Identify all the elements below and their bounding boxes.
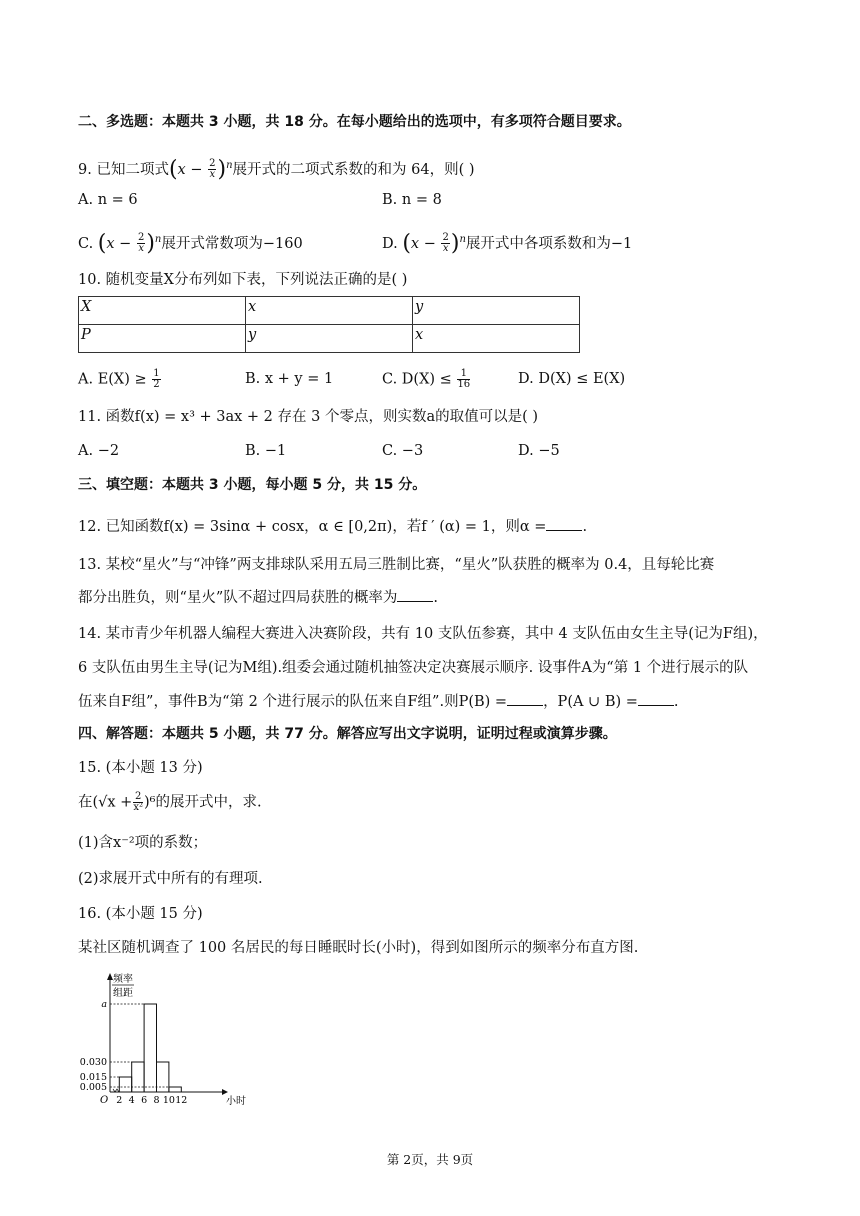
q10-option-d[interactable]: D. D(X) ≤ E(X) bbox=[518, 371, 626, 387]
q10-option-b[interactable]: B. x + y = 1 bbox=[245, 371, 334, 387]
x-tick-label: 12 bbox=[175, 1095, 188, 1106]
x-tick-label: 6 bbox=[141, 1095, 148, 1106]
table-cell: x bbox=[246, 297, 413, 325]
section-4-heading: 四、解答题：本题共 5 小题，共 77 分。解答应写出文字说明，证明过程或演算步骤。 bbox=[78, 726, 617, 742]
q14-answer-blank-2[interactable] bbox=[638, 691, 674, 706]
table-row bbox=[79, 297, 580, 325]
q14-line-1: 14. 某市青少年机器人编程大赛进入决赛阶段，共有 10 支队伍参赛，其中 4 支队伍由女生主导(记为F组)， bbox=[78, 626, 768, 642]
histogram-bar bbox=[157, 1062, 169, 1092]
table-row bbox=[79, 325, 580, 353]
y-tick-label: 0.005 bbox=[79, 1082, 107, 1093]
q14-line-3a: 伍来自F组”，事件B为“第 2 个进行展示的队伍来自F组”.则P(B) = bbox=[78, 694, 508, 710]
q15-frac-num: 2 bbox=[134, 791, 142, 802]
y-tick-label: a bbox=[101, 999, 107, 1010]
histogram-bar bbox=[132, 1062, 144, 1092]
q9-option-c-text: 展开式常数项为−160 bbox=[161, 235, 303, 252]
q14-line-3 bbox=[78, 691, 679, 712]
q10-option-a-num: 1 bbox=[153, 368, 160, 379]
q10-option-c[interactable] bbox=[382, 369, 471, 390]
histogram-bar bbox=[169, 1087, 181, 1092]
q11-stem: 11. 函数f(x) = x³ + 3ax + 2 存在 3 个零点，则实数a的取值可以是( ) bbox=[78, 409, 539, 425]
q12-answer-blank[interactable] bbox=[546, 516, 582, 531]
table-cell: y bbox=[413, 297, 580, 325]
q15-header: 15. (本小题 13 分) bbox=[78, 760, 203, 776]
x-tick-label: 2 bbox=[116, 1095, 123, 1106]
histogram-bar bbox=[144, 1004, 156, 1092]
q9-option-b[interactable]: B. n = 8 bbox=[382, 192, 442, 208]
q14-answer-blank-1[interactable] bbox=[507, 691, 543, 706]
q12-end: . bbox=[582, 519, 588, 535]
x-axis-label: 小时 bbox=[226, 1096, 246, 1107]
q11-option-b[interactable]: B. −1 bbox=[245, 443, 287, 459]
q15-part-2: (2)求展开式中所有的有理项. bbox=[78, 871, 263, 887]
y-axis-label-bottom: 组距 bbox=[113, 988, 133, 999]
x-tick-label: 10 bbox=[162, 1095, 175, 1106]
q9-option-c[interactable]: C. (x − $\frac{2}{x}$ )$^n$展开式常数项为−160 bbox=[78, 230, 303, 256]
y-tick-label: 0.015 bbox=[79, 1072, 107, 1083]
q15-frac-den: x² bbox=[133, 802, 143, 813]
histogram-bar bbox=[119, 1077, 131, 1092]
q15-stem-suffix: )⁶的展开式中，求. bbox=[144, 794, 262, 811]
y-axis-label-top: 频率 bbox=[113, 974, 133, 985]
q14-line-2: 6 支队伍由男生主导(记为M组).组委会通过随机抽签决定决赛展示顺序. 设事件A为“第 1 个进行展示的队 bbox=[78, 660, 749, 676]
q13-line-2 bbox=[78, 587, 438, 608]
table-cell: y bbox=[246, 325, 413, 353]
table-cell: P bbox=[79, 325, 246, 353]
q15-stem bbox=[78, 792, 262, 813]
q9-option-c-label: C. bbox=[78, 235, 94, 252]
q13-line-1: 13. 某校“星火”与“冲锋”两支排球队采用五局三胜制比赛，“星火”队获胜的概率为 0.4，且每轮比赛 bbox=[78, 557, 715, 573]
q10-distribution-table bbox=[78, 296, 580, 353]
table-cell: x bbox=[413, 325, 580, 353]
q9-frac: $\frac{2}{x}$ bbox=[209, 158, 216, 181]
q9-prefix: 9. 已知二项式 bbox=[78, 161, 169, 178]
q13-answer-blank[interactable] bbox=[397, 587, 433, 602]
q9-option-d-text: 展开式中各项系数和为−1 bbox=[465, 235, 633, 252]
frequency-histogram bbox=[70, 968, 260, 1116]
section-3-heading: 三、填空题：本题共 3 小题，每小题 5 分，共 15 分。 bbox=[78, 477, 427, 493]
q16-stem: 某社区随机调查了 100 名居民的每日睡眠时长(小时)，得到如图所示的频率分布直方图. bbox=[78, 940, 639, 956]
q11-option-d[interactable]: D. −5 bbox=[518, 443, 560, 459]
q13-end: . bbox=[433, 590, 438, 606]
q13-line-2-text: 都分出胜负，则“星火”队不超过四局获胜的概率为 bbox=[78, 590, 398, 606]
q14-end: . bbox=[673, 694, 679, 710]
q10-stem: 10. 随机变量X分布列如下表，下列说法正确的是( ) bbox=[78, 272, 408, 288]
q10-option-c-den: 16 bbox=[457, 379, 471, 390]
q11-option-a[interactable]: A. −2 bbox=[78, 443, 120, 459]
q9-option-d-label: D. bbox=[382, 235, 398, 252]
q9-option-d[interactable]: D. (x − $\frac{2}{x}$ )$^n$展开式中各项系数和为−1 bbox=[382, 230, 633, 256]
page-footer: 第 2页，共 9页 bbox=[386, 1152, 474, 1167]
q14-line-3b: ，P(A ∪ B) = bbox=[543, 694, 638, 710]
q9-option-a[interactable]: A. n = 6 bbox=[78, 192, 138, 208]
y-tick-label: 0.030 bbox=[79, 1057, 107, 1068]
q9-stem: 9. 已知二项式(x − $\frac{2}{x}$ )$^n$展开式的二项式系数的和为 64，则( ) bbox=[78, 156, 475, 182]
x-tick-label: 8 bbox=[153, 1095, 160, 1106]
q10-option-a[interactable] bbox=[78, 369, 162, 390]
origin-label: O bbox=[100, 1095, 109, 1106]
q11-option-c[interactable]: C. −3 bbox=[382, 443, 424, 459]
q12-text: 12. 已知函数f(x) = 3sinα + cosx，α ∈ [0,2π)，若f ′ (α) = 1，则α = bbox=[78, 519, 547, 535]
table-cell: X bbox=[79, 297, 246, 325]
q12-stem bbox=[78, 516, 587, 537]
q15-part-1: (1)含x⁻²项的系数； bbox=[78, 835, 208, 851]
q16-header: 16. (本小题 15 分) bbox=[78, 906, 203, 922]
q9-suffix: 展开式的二项式系数的和为 64，则( ) bbox=[232, 161, 475, 178]
q10-option-a-den: 2 bbox=[153, 379, 160, 390]
q10-option-a-text: A. E(X) ≥ bbox=[78, 371, 147, 388]
q10-option-c-text: C. D(X) ≤ bbox=[382, 371, 452, 388]
q15-stem-prefix: 在(√x + bbox=[78, 794, 133, 811]
x-axis-arrow bbox=[222, 1089, 228, 1095]
q10-option-c-num: 1 bbox=[457, 369, 470, 380]
x-tick-label: 4 bbox=[128, 1095, 135, 1106]
section-2-heading: 二、多选题：本题共 3 小题，共 18 分。在每小题给出的选项中，有多项符合题目要求。 bbox=[78, 114, 631, 130]
